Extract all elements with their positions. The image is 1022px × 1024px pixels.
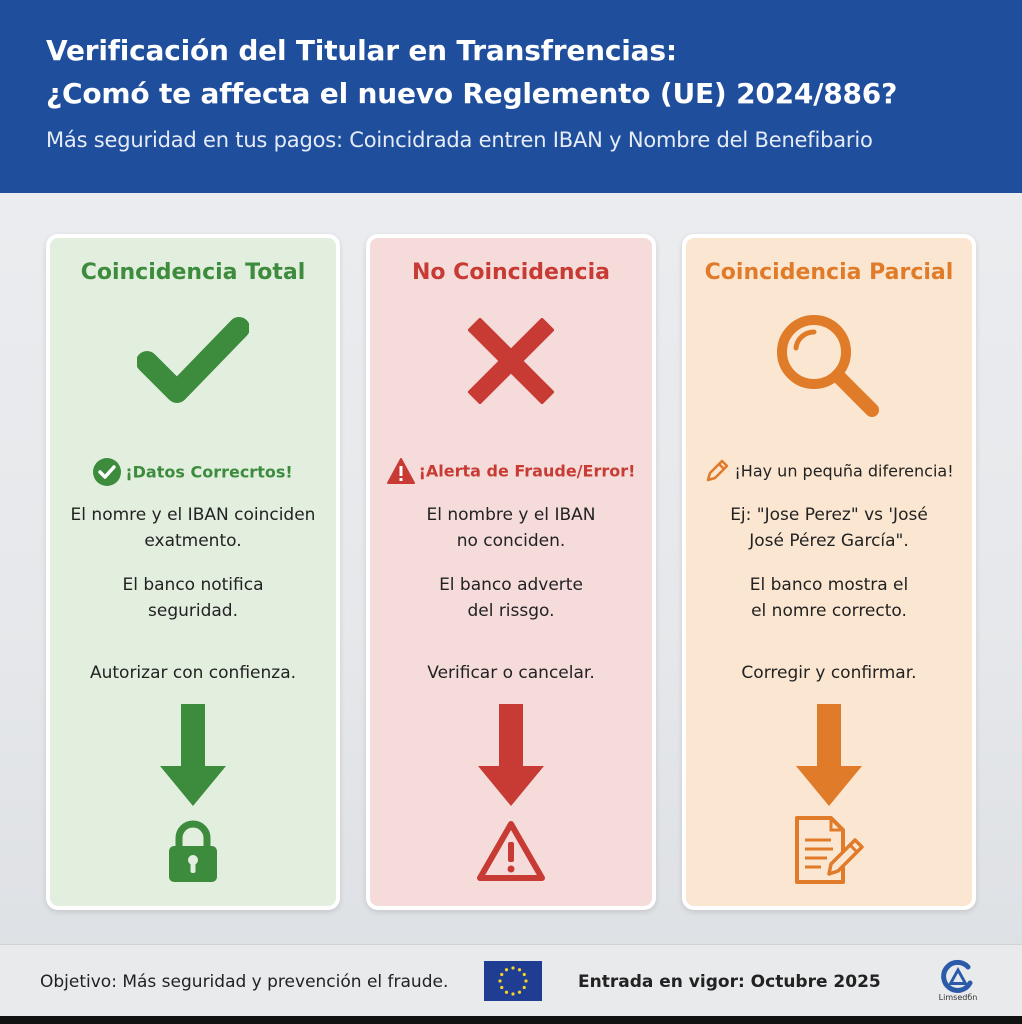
action-text: Autorizar con confienza.	[89, 663, 297, 683]
eu-star	[505, 991, 508, 994]
check-circle-icon	[93, 458, 121, 486]
page-subtitle: Más seguridad en tus pagos: Coincidrada entren IBAN y Nombre del Benefibario	[46, 128, 873, 152]
description-line: El banco mostra el	[749, 575, 909, 595]
eu-star	[518, 968, 521, 971]
logo-icon	[938, 959, 978, 993]
description-line: El banco notifica	[122, 575, 264, 595]
footer-objective: Objetivo: Más seguridad y prevención el fraude.	[40, 972, 449, 992]
warning-triangle-icon	[476, 820, 546, 882]
description-1	[370, 502, 652, 554]
pencil-icon	[704, 458, 730, 484]
description-line: del rissgo.	[467, 601, 555, 621]
eu-star	[523, 973, 526, 976]
eu-star	[500, 986, 503, 989]
status-label: ¡Hay un pequña diferencia!	[734, 461, 954, 481]
eu-star	[505, 968, 508, 971]
status-line	[686, 458, 972, 484]
footer-effective-date: Entrada en vigor: Octubre 2025	[578, 972, 881, 992]
description-line: no conciden.	[456, 531, 566, 551]
padlock-icon	[167, 820, 219, 884]
arrow-down-icon	[796, 704, 862, 806]
page-title-line2: ¿Comó te affecta el nuevo Reglemento (UE) 2024/886?	[46, 77, 898, 110]
eu-flag-icon	[484, 961, 542, 1001]
description-2	[686, 572, 972, 624]
arrow-down-icon	[160, 704, 226, 806]
action-text: Verificar o cancelar.	[427, 663, 595, 683]
description-line: José Pérez García".	[749, 531, 909, 551]
eu-star	[518, 991, 521, 994]
description-line: Ej: "Jose Perez" vs 'José	[730, 505, 928, 525]
status-label: ¡Alerta de Fraude/Error!	[418, 461, 636, 481]
eu-star	[511, 966, 514, 969]
page-title-line1: Verificación del Titular en Transfrencias:	[46, 34, 677, 67]
status-line	[370, 458, 652, 484]
eu-star	[500, 973, 503, 976]
description-line: El banco adverte	[439, 575, 583, 595]
action-text: Corregir y confirmar.	[741, 663, 917, 683]
description-1	[50, 502, 336, 554]
document-edit-icon	[791, 814, 867, 886]
eu-star	[498, 979, 501, 982]
company-logo	[938, 959, 978, 1007]
description-line: seguridad.	[148, 601, 238, 621]
eu-star	[523, 986, 526, 989]
checkmark-icon	[137, 314, 249, 406]
magnifier-icon	[774, 312, 884, 418]
description-line: El nomre y el IBAN coinciden	[70, 505, 316, 525]
card-title: Coincidencia Total	[80, 260, 306, 285]
description-2	[50, 572, 336, 624]
bottom-bar	[0, 1016, 1022, 1024]
arrow-down-icon	[478, 704, 544, 806]
logo-text: Limsedбn	[938, 993, 978, 1002]
card-title: Coincidencia Parcial	[704, 260, 954, 285]
card-title: No Coincidencia	[412, 260, 610, 285]
card-partial-match	[682, 234, 976, 910]
card-no-match	[366, 234, 656, 910]
x-icon	[468, 318, 554, 404]
footer	[0, 944, 1022, 1017]
status-line	[50, 458, 336, 486]
eu-star	[524, 979, 527, 982]
description-line: el nomre correcto.	[751, 601, 907, 621]
header-banner	[0, 0, 1022, 193]
eu-star	[511, 992, 514, 995]
description-2	[370, 572, 652, 624]
description-line: exatmento.	[144, 531, 242, 551]
card-total-match	[46, 234, 340, 910]
warning-icon	[387, 458, 415, 484]
description-1	[686, 502, 972, 554]
description-line: El nombre y el IBAN	[426, 505, 596, 525]
status-label: ¡Datos Correcrtos!	[125, 462, 293, 482]
